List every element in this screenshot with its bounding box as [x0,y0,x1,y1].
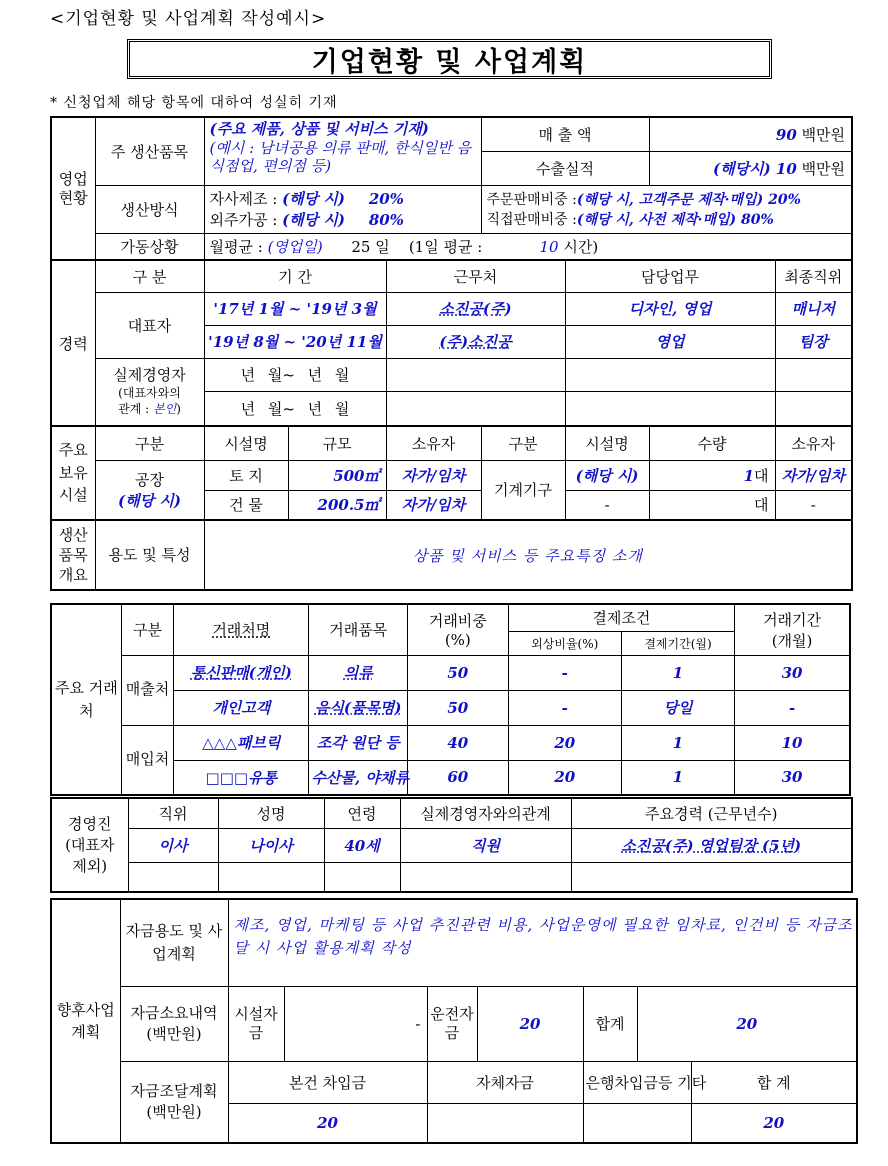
machine-name: (해당 시) [565,460,649,490]
plan-section-label: 향후사업계획 [51,899,120,1143]
facility-header: 수량 [649,426,775,460]
manager-name: 나이사 [218,828,324,862]
career-period-blank: 년 월~ 년 월 [204,358,386,391]
partner-ratio: 60 [407,760,508,795]
partner-credit: - [508,655,621,690]
fund-plan-header: 본건 차입금 [228,1061,427,1103]
fund-plan-value [583,1103,691,1143]
manager-blank [324,862,400,892]
partners-header-period: 거래기간 (개월) [735,604,850,655]
partner-name: □□□유통 [174,760,309,795]
facility-fund-label: 시설자금 [228,986,284,1061]
partners-section-label: 주요 거래처 [51,604,121,795]
need-sum-value: 20 [637,986,857,1061]
management-section-label: 경영진 (대표자 제외) [51,798,128,892]
partner-item: 수산물, 야채류 [309,760,408,795]
page-title: 기업현황 및 사업계획 [127,39,772,79]
career-duty-blank [565,358,775,391]
export-label: 수출실적 [481,151,649,185]
fund-need-label: 자금소요내역 (백만원) [120,986,228,1061]
partners-header-credit: 외상비율(%) [508,631,621,655]
production-method-value: 자사제조 : (해당 시) 20% 외주가공 : (해당 시) 80% [204,185,481,233]
building-owner: 자가/임차 [386,490,481,520]
career-duty: 영업 [565,325,775,358]
sales-label: 매 출 액 [481,117,649,151]
main-product-value: (주요 제품, 상품 및 서비스 기재) (예시 : 남녀공용 의류 판매, 한식일반 음식점업, 편의점 등) [204,117,481,185]
fund-plan-value [427,1103,583,1143]
partner-term: 1 [621,760,734,795]
partner-period: 30 [735,760,850,795]
career-workplace: (주)소진공 [386,325,565,358]
partners-header-name: 거래처명 [174,604,309,655]
business-plan-table [50,898,858,1144]
partner-name: 통신판매(개인) [174,655,309,690]
career-workplace-blank [386,391,565,426]
partner-name: 개인고객 [174,690,309,725]
partners-header-payment: 결제조건 [508,604,734,631]
partner-ratio: 40 [407,725,508,760]
land-label: 토 지 [204,460,288,490]
partner-term: 1 [621,655,734,690]
instruction-note: * 신청업체 해당 항목에 대하여 성실히 기재 [50,95,338,111]
representative-label: 대표자 [95,292,204,358]
career-position: 매니저 [775,292,852,325]
manager-blank [128,862,218,892]
partner-credit: 20 [508,725,621,760]
machine-owner: 자가/임차 [775,460,852,490]
partner-name: △△△패브릭 [174,725,309,760]
partner-period: - [735,690,850,725]
partner-credit: - [508,690,621,725]
land-owner: 자가/임차 [386,460,481,490]
manager-blank [571,862,852,892]
career-workplace: 소진공(주) [386,292,565,325]
career-period: '17년 1월 ~ '19년 3월 [204,292,386,325]
facility-section-label: 주요보유시설 [51,426,95,520]
partners-header-term: 결제기간(월) [621,631,734,655]
manager-blank [218,862,324,892]
factory-label: 공장 (해당 시) [95,460,204,520]
career-header-position: 최종직위 [775,260,852,292]
career-section-label: 경력 [51,260,95,426]
partner-term: 1 [621,725,734,760]
machine-owner: - [775,490,852,520]
need-sum-label: 합계 [583,986,637,1061]
partner-item: 음식(품목명) [309,690,408,725]
working-fund-label: 운전자금 [427,986,477,1061]
working-fund-value: 20 [477,986,583,1061]
partner-term: 당일 [621,690,734,725]
partner-item: 의류 [309,655,408,690]
management-header: 실제경영자와의관계 [400,798,571,828]
machine-label: 기계기구 [481,460,565,520]
manager-age: 40세 [324,828,400,862]
partner-period: 30 [735,655,850,690]
manager-career: 소진공(주) 영업팀장 (5년) [571,828,852,862]
manager-position: 이사 [128,828,218,862]
sales-value: 90 백만원 [649,117,852,151]
machine-name: - [565,490,649,520]
fund-use-value: 제조, 영업, 마케팅 등 사업 추진관련 비용, 사업운영에 필요한 임차료, 인건비 등 자금조달 시 사업 활용계획 작성 [228,899,857,986]
facility-header: 시설명 [204,426,288,460]
partners-header-type: 구분 [121,604,173,655]
production-method-label: 생산방식 [95,185,204,233]
page-header: <기업현황 및 사업계획 작성예시> [50,9,327,29]
machine-qty: 대 [649,490,775,520]
career-header-period: 기 간 [204,260,386,292]
facility-header: 규모 [288,426,386,460]
career-position: 팀장 [775,325,852,358]
export-value: (해당시) 10 백만원 [649,151,852,185]
career-position-blank [775,358,852,391]
main-partners-table [50,603,851,796]
career-duty: 디자인, 영업 [565,292,775,325]
building-size: 200.5㎡ [288,490,386,520]
fund-plan-header: 은행차입금등 기타 [583,1061,691,1103]
manager-blank [400,862,571,892]
career-duty-blank [565,391,775,426]
career-header-type: 구 분 [95,260,204,292]
partner-item: 조각 원단 등 [309,725,408,760]
product-overview-label: 용도 및 특성 [95,520,204,590]
manager-relation: 직원 [400,828,571,862]
operation-label: 가동상황 [95,233,204,260]
building-label: 건 물 [204,490,288,520]
partner-credit: 20 [508,760,621,795]
management-table [50,797,853,893]
fund-plan-label: 자금조달계획 (백만원) [120,1061,228,1143]
machine-qty: 1대 [649,460,775,490]
management-header: 주요경력 (근무년수) [571,798,852,828]
partner-ratio: 50 [407,690,508,725]
facility-header: 구분 [95,426,204,460]
product-overview-section-label: 생산품목개요 [51,520,95,590]
facility-header: 시설명 [565,426,649,460]
career-header-workplace: 근무처 [386,260,565,292]
facility-header: 소유자 [386,426,481,460]
actual-manager-label: 실제경영자 (대표자와의 관계 : 본인) [95,358,204,426]
career-position-blank [775,391,852,426]
career-period: '19년 8월 ~ '20년 11월 [204,325,386,358]
management-header: 직위 [128,798,218,828]
facility-header: 소유자 [775,426,852,460]
career-workplace-blank [386,358,565,391]
land-size: 500㎡ [288,460,386,490]
partners-header-ratio: 거래비중 (%) [407,604,508,655]
fund-use-label: 자금용도 및 사업계획 [120,899,228,986]
facility-fund-value: - [284,986,427,1061]
sales-ratio-value: 주문판매비중 :(해당 시, 고객주문 제작·매입) 20% 직접판매비중 :(해당 시, 사전 제작·매입) 80% [481,185,852,233]
sales-partners-label: 매출처 [121,655,173,725]
purchase-partners-label: 매입처 [121,725,173,795]
sales-section-label: 영업현황 [51,117,95,260]
company-status-table [50,116,853,591]
fund-plan-header: 합 계 [691,1061,857,1103]
partner-ratio: 50 [407,655,508,690]
operation-value: 월평균 : (영업일) 25 일 (1일 평균 : 10 시간) [204,233,852,260]
fund-plan-header: 자체자금 [427,1061,583,1103]
main-product-label: 주 생산품목 [95,117,204,185]
product-overview-value: 상품 및 서비스 등 주요특징 소개 [204,520,852,590]
management-header: 연령 [324,798,400,828]
partners-header-item: 거래품목 [309,604,408,655]
fund-plan-value: 20 [691,1103,857,1143]
partner-period: 10 [735,725,850,760]
management-header: 성명 [218,798,324,828]
career-header-duty: 담당업무 [565,260,775,292]
fund-plan-value: 20 [228,1103,427,1143]
career-period-blank: 년 월~ 년 월 [204,391,386,426]
facility-header: 구분 [481,426,565,460]
